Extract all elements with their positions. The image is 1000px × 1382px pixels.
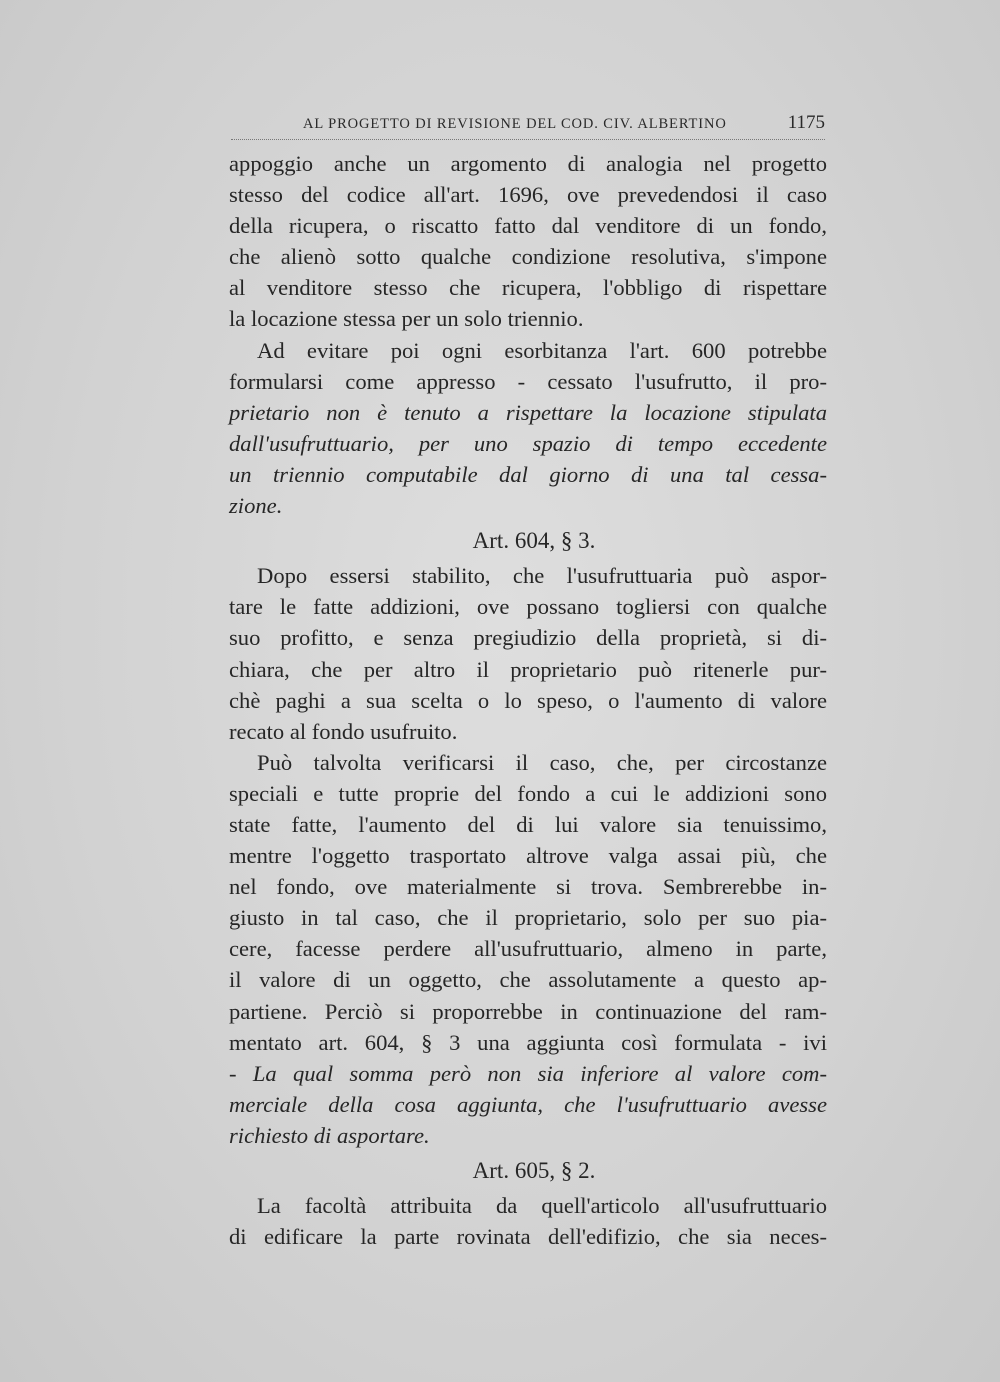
text-line: chiara, che per altro il proprietario può ritenerle pur- — [229, 656, 827, 682]
text-line: di edificare la parte rovinata dell'edifizio, che sia neces- — [229, 1224, 827, 1250]
text-line: stesso del codice all'art. 1696, ove prevedendosi il caso — [229, 182, 827, 208]
text-line: chè paghi a sua scelta o lo speso, o l'aumento di valore — [229, 687, 827, 713]
text-line: formularsi come appresso - cessato l'usufrutto, il pro- — [229, 368, 827, 394]
text-line: al venditore stesso che ricupera, l'obbligo di rispettare — [229, 275, 827, 301]
text-line: Può talvolta verificarsi il caso, che, per circostanze — [257, 749, 827, 775]
text-line: cere, facesse perdere all'usufruttuario, almeno in parte, — [229, 936, 827, 962]
text-line: zione. — [229, 493, 283, 519]
text-line: richiesto di asportare. — [229, 1122, 430, 1148]
text-line: - La qual somma però non sia inferiore al valore com- — [229, 1060, 827, 1086]
text-line: prietario non è tenuto a rispettare la locazione stipulata — [229, 399, 827, 425]
text-line: Ad evitare poi ogni esorbitanza l'art. 600 potrebbe — [257, 337, 827, 363]
section-heading: Art. 605, § 2. — [472, 1158, 596, 1183]
text-line: della ricupera, o riscatto fatto dal venditore di un fondo, — [229, 213, 827, 239]
text-line: suo profitto, e senza pregiudizio della proprietà, si di- — [229, 625, 827, 651]
text-line: state fatte, l'aumento del di lui valore sia tenuissimo, — [229, 811, 827, 837]
text-line: merciale della cosa aggiunta, che l'usufruttuario avesse — [229, 1091, 827, 1117]
text-line: dall'usufruttuario, per uno spazio di tempo eccedente — [229, 430, 827, 456]
text-line: speciali e tutte proprie del fondo a cui le addizioni sono — [229, 780, 827, 806]
running-title: AL PROGETTO DI REVISIONE DEL COD. CIV. ALBERTINO — [303, 116, 727, 132]
section-heading: Art. 604, § 3. — [472, 528, 596, 554]
text-line: il valore di un oggetto, che assolutamente a questo ap- — [229, 967, 827, 993]
text-line: partiene. Perciò si proporrebbe in continuazione del ram- — [229, 998, 827, 1024]
body-text — [229, 148, 827, 1252]
text-line: un triennio computabile dal giorno di una tal cessa- — [229, 461, 827, 487]
running-head — [231, 112, 825, 138]
text-line: nel fondo, ove materialmente si trova. Sembrerebbe in- — [229, 874, 827, 900]
text-line: La facoltà attribuita da quell'articolo all'usufruttuario — [257, 1193, 827, 1219]
text-line: Dopo essersi stabilito, che l'usufruttuaria può aspor- — [257, 563, 827, 589]
text-line: appoggio anche un argomento di analogia nel progetto — [229, 151, 827, 176]
page-number: 1175 — [787, 112, 825, 133]
text-line: mentato art. 604, § 3 una aggiunta così formulata - ivi — [229, 1029, 827, 1055]
text-line: che alienò sotto qualche condizione resolutiva, s'impone — [229, 244, 827, 270]
text-line: recato al fondo usufruito. — [229, 718, 458, 744]
text-line: tare le fatte addizioni, ove possano togliersi con qualche — [229, 594, 827, 620]
header-rule — [231, 139, 825, 140]
text-line: mentre l'oggetto trasportato altrove valga assai più, che — [229, 843, 827, 869]
text-line: giusto in tal caso, che il proprietario, solo per suo pia- — [229, 905, 827, 931]
text-line: la locazione stessa per un solo triennio. — [229, 306, 584, 332]
